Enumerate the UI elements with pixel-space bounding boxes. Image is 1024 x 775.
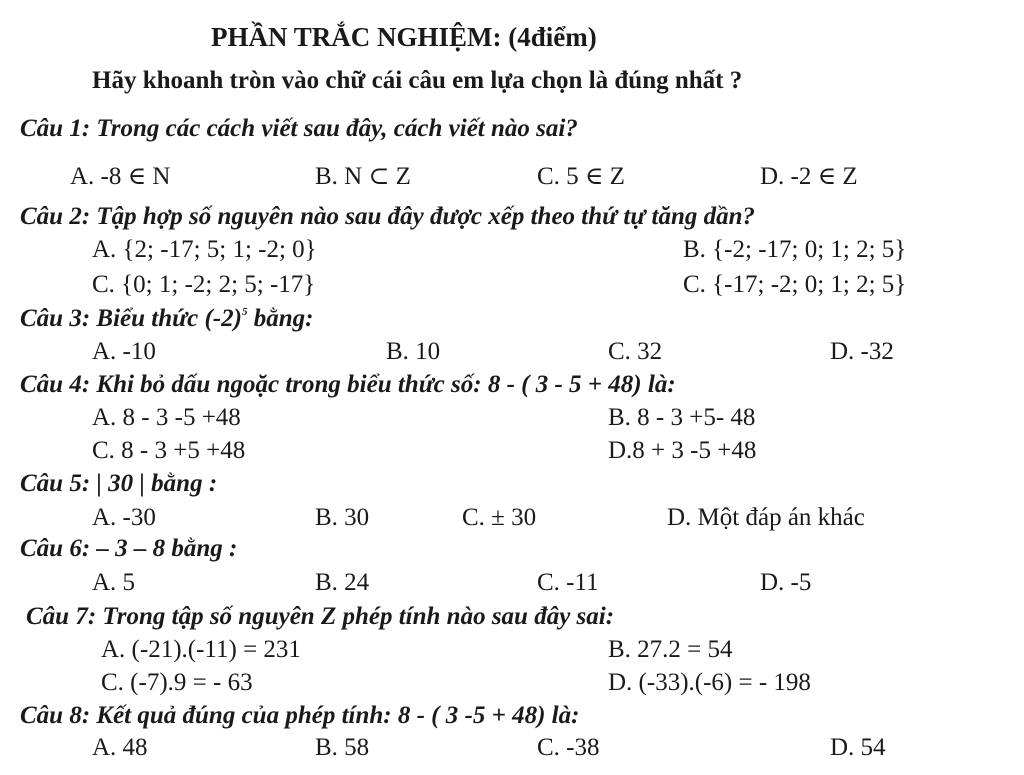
q1-option-d[interactable]: D. -2 ∈ Z: [760, 163, 858, 190]
q8-option-b[interactable]: B. 58: [315, 734, 370, 761]
q1-option-b[interactable]: B. N ⊂ Z: [315, 163, 411, 190]
q7-option-c[interactable]: C. (-7).9 = - 63: [101, 669, 253, 696]
q7-option-d[interactable]: D. (-33).(-6) = - 198: [608, 669, 811, 696]
q6-option-d[interactable]: D. -5: [760, 569, 812, 596]
q7-option-b[interactable]: B. 27.2 = 54: [608, 636, 733, 663]
q4-option-d[interactable]: D.8 + 3 -5 +48: [608, 437, 757, 464]
q8-option-c[interactable]: C. -38: [537, 734, 600, 761]
q5-option-b[interactable]: B. 30: [315, 504, 370, 531]
q2-option-d[interactable]: C. {-17; -2; 0; 1; 2; 5}: [683, 271, 907, 298]
q5-option-d[interactable]: D. Một đáp án khác: [667, 504, 865, 531]
instruction: Hãy khoanh tròn vào chữ cái câu em lựa chọn là đúng nhất ?: [92, 67, 743, 94]
q2-option-b[interactable]: B. {-2; -17; 0; 1; 2; 5}: [683, 236, 907, 263]
q4-option-b[interactable]: B. 8 - 3 +5- 48: [608, 404, 756, 431]
question-4-label: Câu 4: Khi bỏ dấu ngoặc trong biểu thức số: 8 - ( 3 - 5 + 48) là:: [20, 371, 676, 398]
question-2-label: Câu 2: Tập hợp số nguyên nào sau đây được xếp theo thứ tự tăng dần?: [20, 203, 756, 230]
question-7-label: Câu 7: Trong tập số nguyên Z phép tính nào sau đây sai:: [26, 603, 615, 630]
question-3-label-text: Câu 3: Biểu thức (-2): [20, 305, 242, 332]
q1-option-a[interactable]: A. -8 ∈ N: [70, 163, 171, 190]
question-5-label: Câu 5: | 30 | bằng :: [20, 470, 218, 497]
page-title: PHẦN TRẮC NGHIỆM: (4điểm): [211, 22, 597, 52]
q3-option-a[interactable]: A. -10: [92, 338, 156, 365]
question-3-exponent: 5: [241, 305, 248, 318]
q2-option-c[interactable]: C. {0; 1; -2; 2; 5; -17}: [92, 271, 316, 298]
q1-option-c[interactable]: C. 5 ∈ Z: [537, 163, 625, 190]
q4-option-a[interactable]: A. 8 - 3 -5 +48: [92, 404, 241, 431]
q8-option-d[interactable]: D. 54: [830, 734, 886, 761]
q5-option-c[interactable]: C. ± 30: [462, 504, 537, 531]
q8-option-a[interactable]: A. 48: [92, 734, 148, 761]
question-3-label-tail: bằng:: [247, 305, 314, 332]
q3-option-c[interactable]: C. 32: [608, 338, 663, 365]
question-6-label: Câu 6: – 3 – 8 bằng :: [20, 535, 238, 562]
question-1-label: Câu 1: Trong các cách viết sau đây, cách viết nào sai?: [20, 115, 578, 142]
q7-option-a[interactable]: A. (-21).(-11) = 231: [101, 636, 301, 663]
q6-option-a[interactable]: A. 5: [92, 569, 136, 596]
question-3-label: [20, 305, 313, 333]
question-8-label: Câu 8: Kết quả đúng của phép tính: 8 - ( 3 -5 + 48) là:: [20, 702, 580, 729]
q4-option-c[interactable]: C. 8 - 3 +5 +48: [92, 437, 246, 464]
q5-option-a[interactable]: A. -30: [92, 504, 156, 531]
q6-option-b[interactable]: B. 24: [315, 569, 370, 596]
q3-option-b[interactable]: B. 10: [386, 338, 441, 365]
q6-option-c[interactable]: C. -11: [537, 569, 599, 596]
q3-option-d[interactable]: D. -32: [830, 338, 894, 365]
q2-option-a[interactable]: A. {2; -17; 5; 1; -2; 0}: [92, 236, 317, 263]
